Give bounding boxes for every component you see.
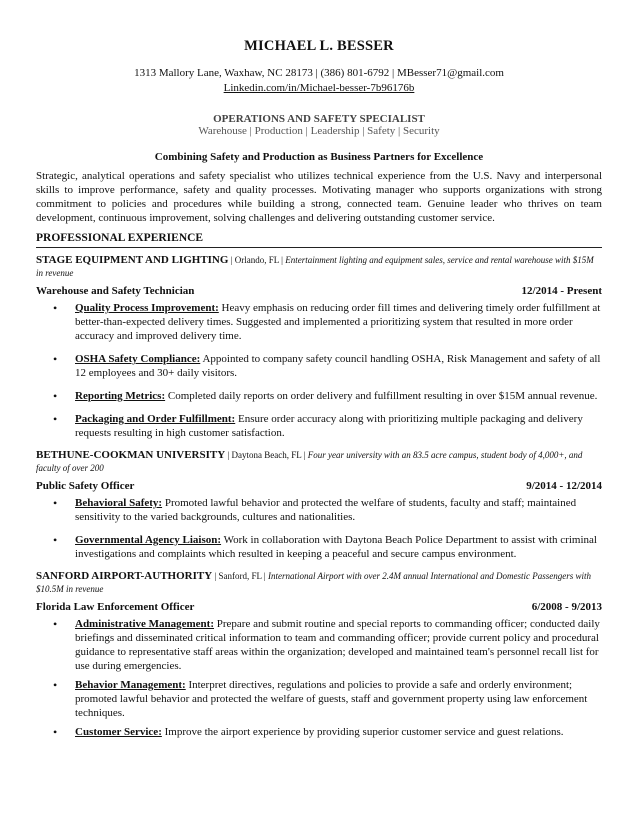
bullet-text: Completed daily reports on order delivery and fulfillment resulting in over $15M annual revenue. xyxy=(167,390,598,402)
contact-line: 1313 Mallory Lane, Waxhaw, NC 28173 | (386) 801-6792 | MBesser71@gmail.com xyxy=(134,67,504,79)
bullet-item xyxy=(75,301,602,343)
bullet-text: Interpret directives, regulations and policies to provide a safe and orderly environment; promoted lawful behavior and protected the welfare of guests, staff and government property using law enforcement techniques. xyxy=(75,679,588,719)
bullet-list xyxy=(36,617,602,739)
employer-location: Orlando, FL xyxy=(234,255,279,265)
bullet-label: Administrative Management: xyxy=(75,618,215,630)
bullet-text: Ensure order accuracy along with prioritizing multiple packaging and delivery requests resulting in high customer satisfaction. xyxy=(75,413,583,439)
job-dates: 12/2014 - Present xyxy=(521,285,602,297)
job-title-row xyxy=(36,480,602,492)
linkedin-link[interactable]: Linkedin.com/in/Michael-besser-7b96176b xyxy=(223,82,415,94)
employer-description: International Airport with over 2.4M annual International and Domestic Passengers with $10.5M in revenue xyxy=(36,571,592,594)
bullet-item xyxy=(75,352,602,380)
role-title: OPERATIONS AND SAFETY SPECIALIST xyxy=(213,113,425,125)
employer-header: BETHUNE-COOKMAN UNIVERSITY | Daytona Beach, FL | Four year university with an 83.5 acre campus, student body of 4,000+, and faculty of over 200 xyxy=(36,449,583,473)
employer-location: Daytona Beach, FL xyxy=(231,450,302,460)
bullet-label: Behavior Management: xyxy=(75,679,186,691)
bullet-item xyxy=(75,389,602,403)
job-title: Public Safety Officer xyxy=(36,480,135,492)
bullet-text: Prepare and submit routine and special reports to commanding officer; conducted daily briefings and disseminated critical information to team and commanding officer; provide current policy and procedural guidance to representative staff areas within the organization; developed and maintained team's personnel recall list for use during emergencies. xyxy=(75,618,600,672)
bullet-label: Quality Process Improvement: xyxy=(75,302,219,314)
bullet-label: Behavioral Safety: xyxy=(75,497,163,509)
focus-areas: Warehouse | Production | Leadership | Safety | Security xyxy=(198,125,440,137)
bullet-text: Improve the airport experience by providing superior customer service and guest relations. xyxy=(164,726,564,738)
employer-name: BETHUNE-COOKMAN UNIVERSITY xyxy=(36,449,226,461)
bullet-list xyxy=(36,301,602,440)
employer-location: Sanford, FL xyxy=(218,571,262,581)
bullet-label: OSHA Safety Compliance: xyxy=(75,353,201,365)
contact-info xyxy=(36,66,602,96)
bullet-list xyxy=(36,496,602,561)
bullet-text: Work in collaboration with Daytona Beach Police Department to assist with criminal investigations and complaints which resulted in keeping a peaceful and secure campus environment. xyxy=(75,534,597,560)
bullet-label: Packaging and Order Fulfillment: xyxy=(75,413,236,425)
bullet-text: Promoted lawful behavior and protected the welfare of students, faculty and staff; maintained sensitivity to the varied backgrounds, cultures and nationalities. xyxy=(75,497,577,523)
bullet-item xyxy=(75,725,602,739)
employer-name: STAGE EQUIPMENT AND LIGHTING xyxy=(36,254,229,266)
section-heading-experience: PROFESSIONAL EXPERIENCE xyxy=(36,232,602,248)
bullet-label: Governmental Agency Liaison: xyxy=(75,534,222,546)
bullet-text: Heavy emphasis on reducing order fill times and delivering timely order fulfillment at better-than-expected delivery times. Suggested and implemented a prioritizing system that resulted in more order accuracy and improved delivery time. xyxy=(75,302,601,342)
bullet-item xyxy=(75,617,602,673)
bullet-item xyxy=(75,496,602,524)
job-title: Warehouse and Safety Technician xyxy=(36,285,195,297)
summary-paragraph: Strategic, analytical operations and safety specialist who utilizes technical experience from the U.S. Navy and interpersonal skills to improve performance, safety and quality processes. Motivating manager who supports organizations with strong commitment to policies and procedures while building a strong, connected team. Genuine leader who thrives on team development, continuous improvement, solving challenges and delivering outstanding customer service. xyxy=(36,170,602,224)
bullet-text: Appointed to company safety council handling OSHA, Risk Management and safety of all 12 employees and 30+ daily visitors. xyxy=(75,353,601,379)
bullet-item xyxy=(75,533,602,561)
bullet-item xyxy=(75,412,602,440)
job-title-row xyxy=(36,285,602,297)
job-dates: 6/2008 - 9/2013 xyxy=(531,601,602,613)
employer-header: SANFORD AIRPORT-AUTHORITY | Sanford, FL | International Airport with over 2.4M annual International and Domestic Passengers with $10.5M in revenue xyxy=(36,570,592,594)
job-dates: 9/2014 - 12/2014 xyxy=(526,480,602,492)
employer-name: SANFORD AIRPORT-AUTHORITY xyxy=(36,570,213,582)
employer-header: STAGE EQUIPMENT AND LIGHTING | Orlando, FL | Entertainment lighting and equipment sales, service and rental warehouse with $15M in revenue xyxy=(36,254,594,278)
candidate-name: MICHAEL L. BESSER xyxy=(244,38,394,54)
bullet-label: Customer Service: xyxy=(75,726,162,738)
job-title: Florida Law Enforcement Officer xyxy=(36,601,195,613)
employer-description: Four year university with an 83.5 acre campus, student body of 4,000+, and faculty of over 200 xyxy=(36,450,583,473)
employer-description: Entertainment lighting and equipment sales, service and rental warehouse with $15M in revenue xyxy=(36,255,594,278)
tagline: Combining Safety and Production as Business Partners for Excellence xyxy=(154,151,484,163)
bullet-item xyxy=(75,678,602,720)
job-title-row xyxy=(36,601,602,613)
bullet-label: Reporting Metrics: xyxy=(75,390,166,402)
